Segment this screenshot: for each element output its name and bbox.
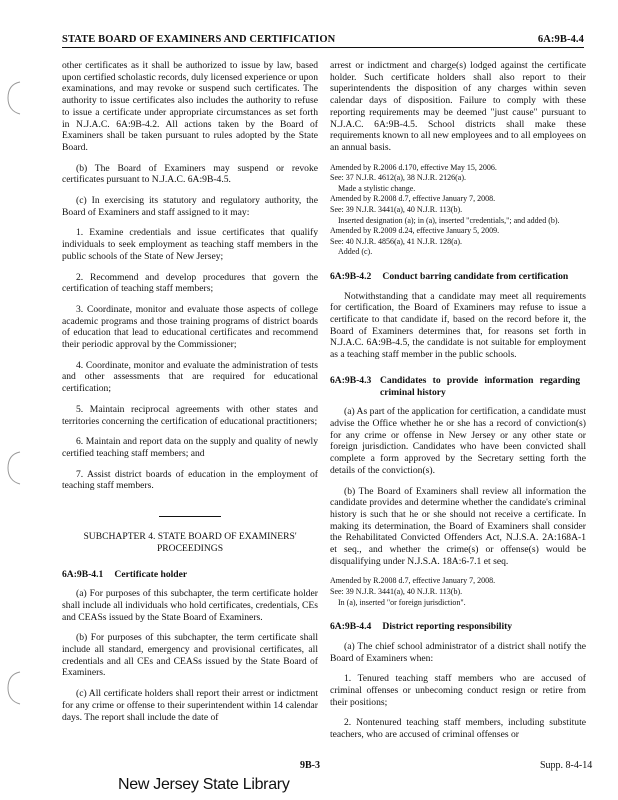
section-title: Candidates to provide information regarding criminal history (380, 374, 580, 398)
paragraph: (a) As part of the application for certification, a candidate must advise the Office whether he or she has a record of conviction(s) for any crime or offense in New Jersey or any other state or foreign jurisdiction. Candidates who have been convicted shall complete a form approved by the Secretary setting forth the details of the conviction(s). (330, 406, 586, 476)
list-item: 4. Coordinate, monitor and evaluate the administration of tests and other assessments that are required for educational certification; (62, 359, 318, 395)
paragraph: arrest or indictment and charge(s) lodged against the certificate holder. Such certificate holders shall also report to their superintendents the disposition of any charges within seven calendar days of disposition. Failure to comply with these reporting requirements may be deemed "just cause" pursuant to N.J.A.C. 6A:9B-4.5. School districts shall make these requirements known to all new employees and to all employees on an annual basis. (330, 60, 586, 153)
history-note: Amended by R.2008 d.7, effective January 7, 2008. (330, 576, 496, 586)
history-note: Made a stylistic change. (338, 183, 416, 193)
list-item: 2. Nontenured teaching staff members, including substitute teachers, who are accused of criminal offenses or (330, 717, 586, 741)
history-note: See: 39 N.J.R. 3441(a), 40 N.J.R. 113(b). (330, 587, 463, 597)
history-note: Amended by R.2006 d.170, effective May 15, 2006. (330, 162, 497, 172)
supplement-date: Supp. 8-4-14 (540, 760, 593, 771)
section-heading (330, 375, 586, 398)
paragraph: (c) All certificate holders shall report their arrest or indictment for any crime or offense to their superintendent within 14 calendar days. The report shall include the date of (62, 688, 318, 723)
left-column (62, 60, 318, 732)
paragraph: (a) The chief school administrator of a district shall notify the Board of Examiners when: (330, 640, 586, 664)
history-notes (330, 576, 586, 607)
list-item: 2. Recommend and develop procedures that govern the certification of teaching staff members; (62, 271, 318, 295)
list-item: 5. Maintain reciprocal agreements with other states and territories concerning the certification of educational practitioners; (62, 403, 318, 427)
list-item: 3. Coordinate, monitor and evaluate those aspects of college academic programs and those training programs of district boards of education that lead to educational certificates and recommend their periodic approval by the Commissioner; (62, 303, 318, 351)
history-note: Amended by R.2009 d.24, effective January 5, 2009. (330, 226, 500, 236)
subchapter-line: SUBCHAPTER 4. STATE BOARD OF EXAMINERS' (83, 531, 297, 543)
history-note: Inserted designation (a); in (a), inserted "credentials,"; and added (b). (338, 215, 560, 225)
paragraph: (b) For purposes of this subchapter, the term certificate shall include all standard, emergency and provisional certificates, all credentials and all CEs and CEASs issued by the State Board of Examiners. (62, 632, 318, 679)
history-note: Amended by R.2008 d.7, effective January 7, 2008. (330, 194, 496, 204)
section-title: Conduct barring candidate from certification (382, 270, 569, 282)
list-item: 1. Tenured teaching staff members who are accused of criminal offenses or unbecoming conduct resign or retire from their positions; (330, 673, 586, 708)
list-item: 1. Examine credentials and issue certificates that qualify individuals to seek employment as teaching staff members in the public schools of the State of New Jersey; (62, 227, 318, 262)
page-number: 9B-3 (300, 760, 320, 771)
header-rule (62, 47, 584, 48)
section-number: 6A:9B-4.4 (330, 621, 372, 633)
subchapter-line: PROCEEDINGS (156, 542, 224, 554)
paragraph: other certificates as it shall be authorized to issue by law, based upon certified scholastic records, duly licensed experience or upon examinations, and may revoke or suspend such certificates. The authority to issue certificates also includes the authority to refuse to issue a certificate under appropriate circumstances as set forth in N.J.A.C. 6A:9B-4.2. All actions taken by the Board of Examiners shall be taken pursuant to rules adopted by the State Board. (62, 60, 319, 153)
section-heading (330, 271, 586, 283)
section-title: District reporting responsibility (382, 621, 513, 633)
subchapter-heading (62, 531, 318, 554)
divider (159, 516, 221, 517)
section-number: 6A:9B-4.2 (330, 270, 372, 282)
header-section: 6A:9B-4.4 (537, 34, 584, 45)
list-item: 7. Assist district boards of education in the employment of teaching staff members. (62, 468, 318, 492)
history-note: See: 40 N.J.R. 4856(a), 41 N.J.R. 128(a). (330, 236, 462, 246)
history-notes (330, 163, 586, 257)
history-note: Added (c). (338, 247, 373, 257)
history-note: See: 37 N.J.R. 4612(a), 38 N.J.R. 2126(a). (330, 173, 466, 183)
section-number: 6A:9B-4.3 (330, 374, 372, 386)
library-watermark: New Jersey State Library (118, 776, 290, 793)
punch-hole-mark (4, 668, 24, 708)
history-note: In (a), inserted "or foreign jurisdiction". (338, 597, 466, 607)
header-title: STATE BOARD OF EXAMINERS AND CERTIFICATION (62, 34, 336, 45)
running-header (62, 34, 584, 52)
paragraph: (a) For purposes of this subchapter, the term certificate holder shall include all individuals who hold certificates, credentials, CEs and CEASs issued by the State Board of Examiners. (62, 588, 318, 623)
history-note: See: 39 N.J.R. 3441(a), 40 N.J.R. 113(b). (330, 205, 463, 214)
paragraph: (c) In exercising its statutory and regulatory authority, the Board of Examiners and staff assigned to it may: (62, 195, 318, 218)
section-heading (62, 569, 318, 581)
paragraph: (b) The Board of Examiners shall review all information the candidate provides and determine whether the candidate's criminal history is such that he or she should not receive a certificate. In making its determination, the Board of Examiners shall consider the Rehabilitated Convicted Offenders Act, N.J.S.A. 2A:168A-1 et seq., and whether the crime(s) or offense(s) would be disqualifying under N.J.S.A. 18A:6-7.1 et seq. (330, 485, 586, 567)
punch-hole-mark (4, 448, 24, 488)
right-column (330, 60, 586, 750)
punch-hole-mark (4, 78, 24, 118)
section-number: 6A:9B-4.1 (62, 568, 104, 580)
section-heading (330, 621, 586, 633)
paragraph: Notwithstanding that a candidate may meet all requirements for certification, the Board of Examiners may refuse to issue a certificate to that candidate if, based on the record before it, the Board of Examiners determines that, for reasons set forth in N.J.A.C. 6A:9B-4.5, the candidate is not suitable for employment as a teaching staff member in the public schools. (330, 290, 586, 361)
list-item: 6. Maintain and report data on the supply and quality of newly certified teaching staff members; and (62, 436, 318, 459)
section-title: Certificate holder (114, 568, 188, 580)
paragraph: (b) The Board of Examiners may suspend or revoke certificates pursuant to N.J.A.C. 6A:9B-4.5. (62, 162, 318, 186)
